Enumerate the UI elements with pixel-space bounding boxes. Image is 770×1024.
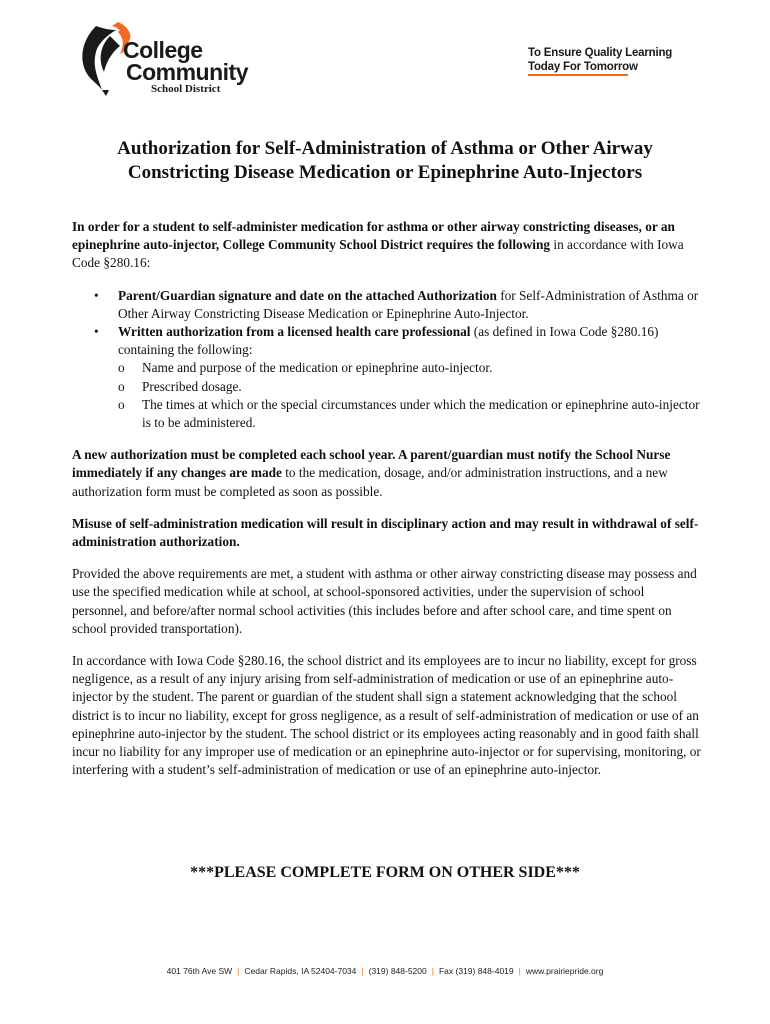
district-logo <box>76 20 266 100</box>
requirements-list <box>72 287 702 433</box>
requirement-bold: Parent/Guardian signature and date on the attached Authorization <box>118 287 497 303</box>
renewal-rest: to the medication, dosage, and/or administration instructions, and a new authorization form must be completed as soon as possible. <box>72 465 668 499</box>
bullet-icon: • <box>94 324 99 340</box>
circle-bullet-icon: o <box>118 396 125 412</box>
sub-requirement-text: Name and purpose of the medication or epinephrine auto-injector. <box>142 360 493 376</box>
sub-requirement-item <box>118 359 702 377</box>
form-title-line-1: Authorization for Self-Administration of Asthma or Other Airway <box>117 138 653 159</box>
page-footer <box>60 966 710 976</box>
sub-requirements-container <box>72 359 702 432</box>
renewal-paragraph <box>72 446 702 501</box>
logo-text-community: Community <box>126 59 248 85</box>
sub-requirement-item <box>118 396 702 432</box>
footer-separator: | <box>361 966 364 976</box>
footer-address: 401 76th Ave SW <box>166 966 233 976</box>
complete-other-side-notice: ***PLEASE COMPLETE FORM ON OTHER SIDE*** <box>190 864 580 881</box>
requirement-item <box>72 287 702 323</box>
intro-paragraph <box>72 218 702 273</box>
footer-fax: Fax (319) 848-4019 <box>438 966 514 976</box>
liability-paragraph: In accordance with Iowa Code §280.16, the school district and its employees are to incur no liability, except for gross negligence, as a result of any injury arising from self-administration of medication or use of an epinephrine auto-injector by the student. The parent or guardian of the student shall sign a statement acknowledging that the school district is to incur no liability, except for gross negligence, as a result of self-administration of medication or use of an epinephrine auto-injector by the student. The school district or its employees acting reasonably and in good faith shall incur no liability for any improper use of medication or an epinephrine auto-injector or for supervising, monitoring, or interfering with a student’s self-administration of medication or use of an epinephrine auto-injector. <box>72 653 701 778</box>
document-body <box>72 218 702 793</box>
sub-requirement-item <box>118 378 702 396</box>
page-header <box>0 0 770 110</box>
footer-separator: | <box>518 966 521 976</box>
tagline-line-1: To Ensure Quality Learning <box>528 47 673 59</box>
intro-rest: in accordance with Iowa Code §280.16: <box>72 237 684 271</box>
form-title-line-2: Constricting Disease Medication or Epinephrine Auto-Injectors <box>127 162 643 183</box>
circle-bullet-icon: o <box>118 378 125 394</box>
sub-requirement-text: Prescribed dosage. <box>142 378 242 394</box>
requirement-item <box>72 323 702 359</box>
tagline-underline <box>528 74 628 76</box>
logo-text-college: College <box>123 37 203 63</box>
footer-city: Cedar Rapids, IA 52404-7034 <box>244 966 357 976</box>
footer-separator: | <box>237 966 240 976</box>
sub-requirement-text: The times at which or the special circumstances under which the medication or epinephrine auto-injector is to be administered. <box>142 396 700 431</box>
footer-phone: (319) 848-5200 <box>368 966 427 976</box>
tagline <box>528 46 672 74</box>
requirement-bold: Written authorization from a licensed health care professional <box>118 324 471 340</box>
provided-paragraph: Provided the above requirements are met, a student with asthma or other airway constricting disease may possess and use the specified medication while at school, at school-sponsored activities, under the supervision of school personnel, and before/after normal school activities (this includes before and after school care, and time spent on school provided transportation). <box>72 566 697 636</box>
form-title <box>60 137 710 185</box>
requirement-rest: (as defined in Iowa Code §280.16) containing the following: <box>118 324 659 358</box>
renewal-bold: A new authorization must be completed each school year. A parent/guardian must notify the School Nurse immediately if any changes are made <box>72 447 671 481</box>
bullet-icon: • <box>94 287 99 303</box>
sub-requirements-list <box>118 359 702 432</box>
misuse-bold: Misuse of self-administration medication will result in disciplinary action and may result in withdrawal of self-administration authorization. <box>72 515 699 550</box>
tagline-line-2: Today For Tomorrow <box>528 61 638 73</box>
misuse-paragraph <box>72 515 702 551</box>
intro-bold: In order for a student to self-administer medication for asthma or other airway constricting diseases, or an epinephrine auto-injector, College Community School District requires the following <box>72 219 675 253</box>
requirement-rest: for Self-Administration of Asthma or Other Airway Constricting Disease Medication or Epinephrine Auto-Injector. <box>118 287 699 321</box>
footer-separator: | <box>431 966 434 976</box>
circle-bullet-icon: o <box>118 360 125 376</box>
logo-text-district: School District <box>151 83 221 95</box>
footer-website: www.prairiepride.org <box>525 966 604 976</box>
